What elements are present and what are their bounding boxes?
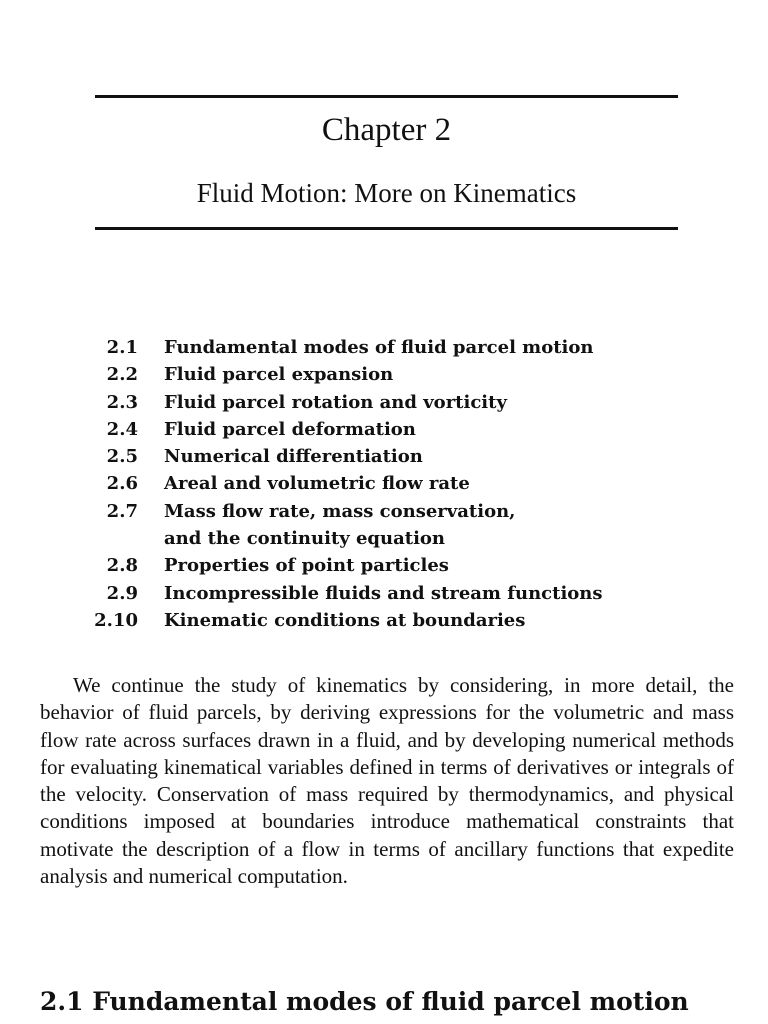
bottom-rule [95,227,678,230]
toc-entry-2-6 [80,470,700,497]
table-of-contents [80,334,700,634]
toc-title: and the continuity equation [164,528,446,550]
section-heading: 2.1 Fundamental modes of fluid parcel motion [40,987,689,1016]
toc-title: Fundamental modes of fluid parcel motion [164,337,594,358]
intro-text [40,672,734,890]
toc-title: Fluid parcel rotation and vorticity [164,391,507,413]
toc-number: 2.2 [106,364,138,386]
toc-entry-2-1 [80,334,700,361]
toc-title: Kinematic conditions at boundaries [164,609,526,631]
toc-number: 2.1 [106,337,138,358]
toc-title: Mass flow rate, mass conservation, [164,500,516,522]
toc-title: Properties of point particles [164,555,449,577]
toc-number: 2.9 [106,582,138,604]
toc-number: 2.4 [106,418,138,440]
toc-entry-2-4 [80,416,700,443]
toc-entry-2-8 [80,552,700,579]
toc-entry-2-9 [80,580,700,607]
toc-title: Numerical differentiation [164,446,423,468]
toc-number: 2.7 [106,500,138,522]
toc-title: Fluid parcel deformation [164,418,416,440]
toc-entry-2-5 [80,443,700,470]
toc-entry-2-3 [80,389,700,416]
toc-title: Areal and volumetric flow rate [164,473,470,495]
toc-number: 2.10 [94,609,138,631]
toc-number: 2.5 [106,446,138,468]
toc-entry-2-10 [80,607,700,634]
toc-title: Fluid parcel expansion [164,364,394,386]
toc-entry-2-7 [80,498,700,525]
toc-title: Incompressible fluids and stream functions [164,582,603,604]
toc-entry-2-2 [80,361,700,388]
toc-number: 2.8 [106,555,138,577]
intro-paragraph: We continue the study of kinematics by considering, in more detail, the behavior of fluid parcels, by deriving expressions for the volumetric and mass flow rate across surfaces drawn in a fluid, and by developing numerical methods for evaluating kinematical variables defined in terms of derivatives or integrals of the velocity. Conservation of mass required by thermodynamics, and physical conditions imposed at boundaries introduce mathematical constraints that motivate the description of a flow in terms of ancillary functions that expedite analysis and numerical computation. [40,673,734,889]
toc-number: 2.6 [106,473,138,495]
chapter-subtitle: Fluid Motion: More on Kinematics [196,178,577,208]
top-rule [95,95,678,98]
chapter-title: Chapter 2 [321,112,452,148]
toc-number: 2.3 [106,391,138,413]
toc-entry-2-7-continued [80,525,700,552]
